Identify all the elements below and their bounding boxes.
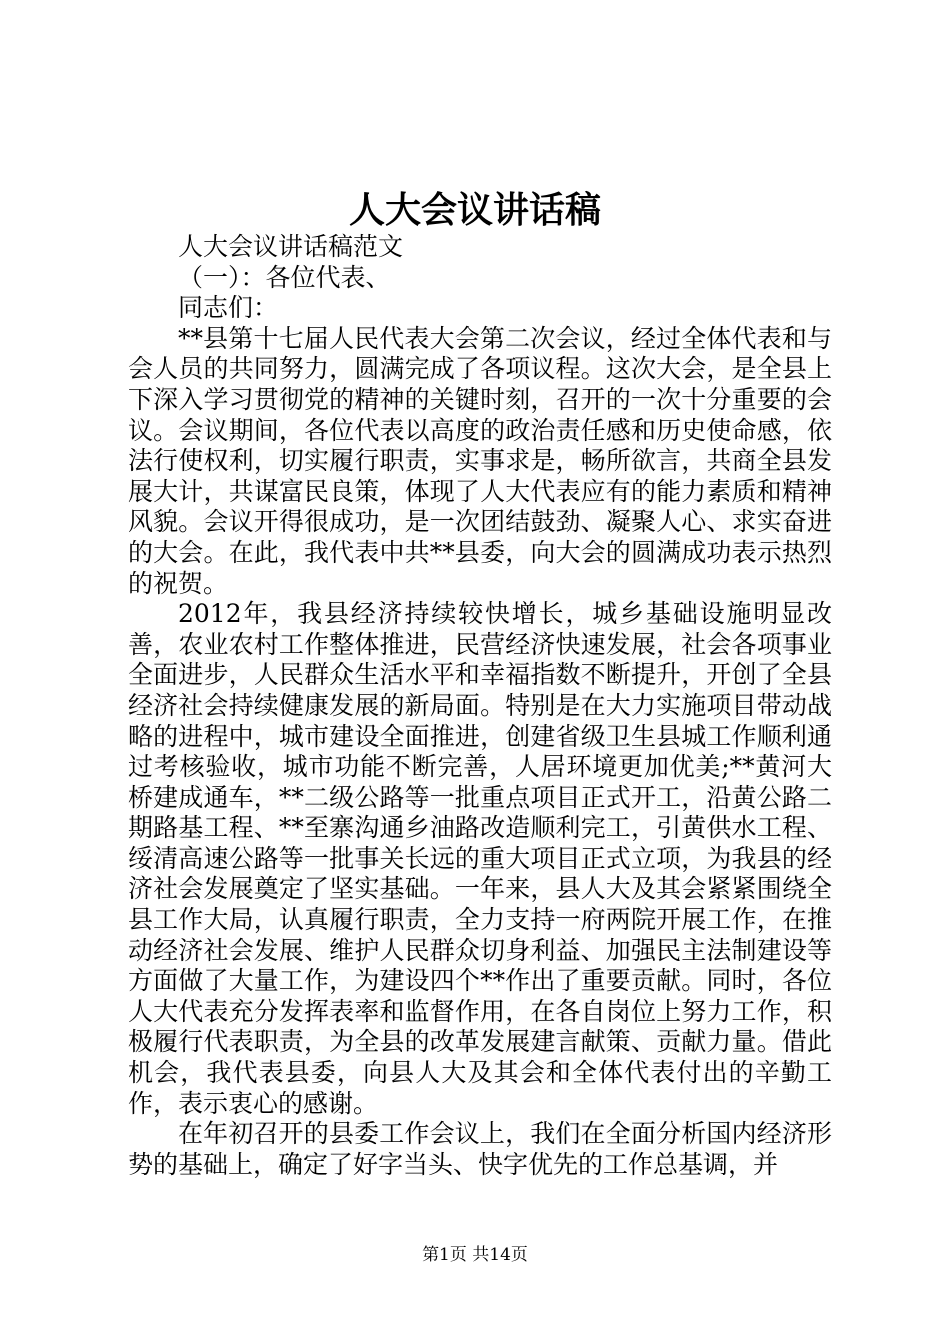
document-title: 人大会议讲话稿 bbox=[348, 189, 601, 231]
document-body bbox=[128, 232, 832, 1180]
subtitle-paragraph: 人大会议讲话稿范文 bbox=[178, 232, 404, 261]
salutation-paragraph: 同志们： bbox=[178, 293, 279, 323]
section-heading-paragraph: （一）：各位代表、 bbox=[178, 262, 391, 292]
body-paragraph: **县第十七届人民代表大会第二次会议，经过全体代表和与会人员的共同努力，圆满完成了各项议程。这次大会，是全县上下深入学习贯彻党的精神的关键时刻，召开的一次十分重要的会议。会议期间，各位代表以高度的政治责任感和历史使命感，依法行使权利，切实履行职责，实事求是，畅所欲言，共商全县发展大计，共谋富民良策，体现了人大代表应有的能力素质和精神风貌。会议开得很成功，是一次团结鼓劲、凝聚人心、求实奋进的大会。在此，我代表中共**县委，向大会的圆满成功表示热烈的祝贺。 bbox=[128, 323, 832, 598]
page-footer: 第1页 共14页 bbox=[422, 1245, 528, 1265]
body-paragraph: 2012年，我县经济持续较快增长，城乡基础设施明显改善，农业农村工作整体推进，民营经济快速发展，社会各项事业全面进步，人民群众生活水平和幸福指数不断提升，开创了全县经济社会持续健康发展的新局面。特别是在大力实施项目带动战略的进程中，城市建设全面推进，创建省级卫生县城工作顺利通过考核验收，城市功能不断完善，人居环境更加优美;**黄河大桥建成通车，**二级公路等一批重点项目正式开工，沿黄公路二期路基工程、**至寨沟通乡油路改造顺利完工，引黄供水工程、绥清高速公路等一批事关长远的重大项目正式立项，为我县的经济社会发展奠定了坚实基础。一年来，县人大及其会紧紧围绕全县工作大局，认真履行职责，全力支持一府两院开展工作，在推动经济社会发展、维护人民群众切身利益、加强民主法制建设等方面做了大量工作，为建设四个**作出了重要贡献。同时，各位人大代表充分发挥表率和监督作用，在各自岗位上努力工作，积极履行代表职责，为全县的改革发展建言献策、贡献力量。借此机会，我代表县委，向县人大及其会和全体代表付出的辛勤工作，表示衷心的感谢。 bbox=[128, 599, 832, 1118]
body-paragraph: 在年初召开的县委工作会议上，我们在全面分析国内经济形势的基础上，确定了好字当头、快字优先的工作总基调，并 bbox=[128, 1119, 832, 1179]
